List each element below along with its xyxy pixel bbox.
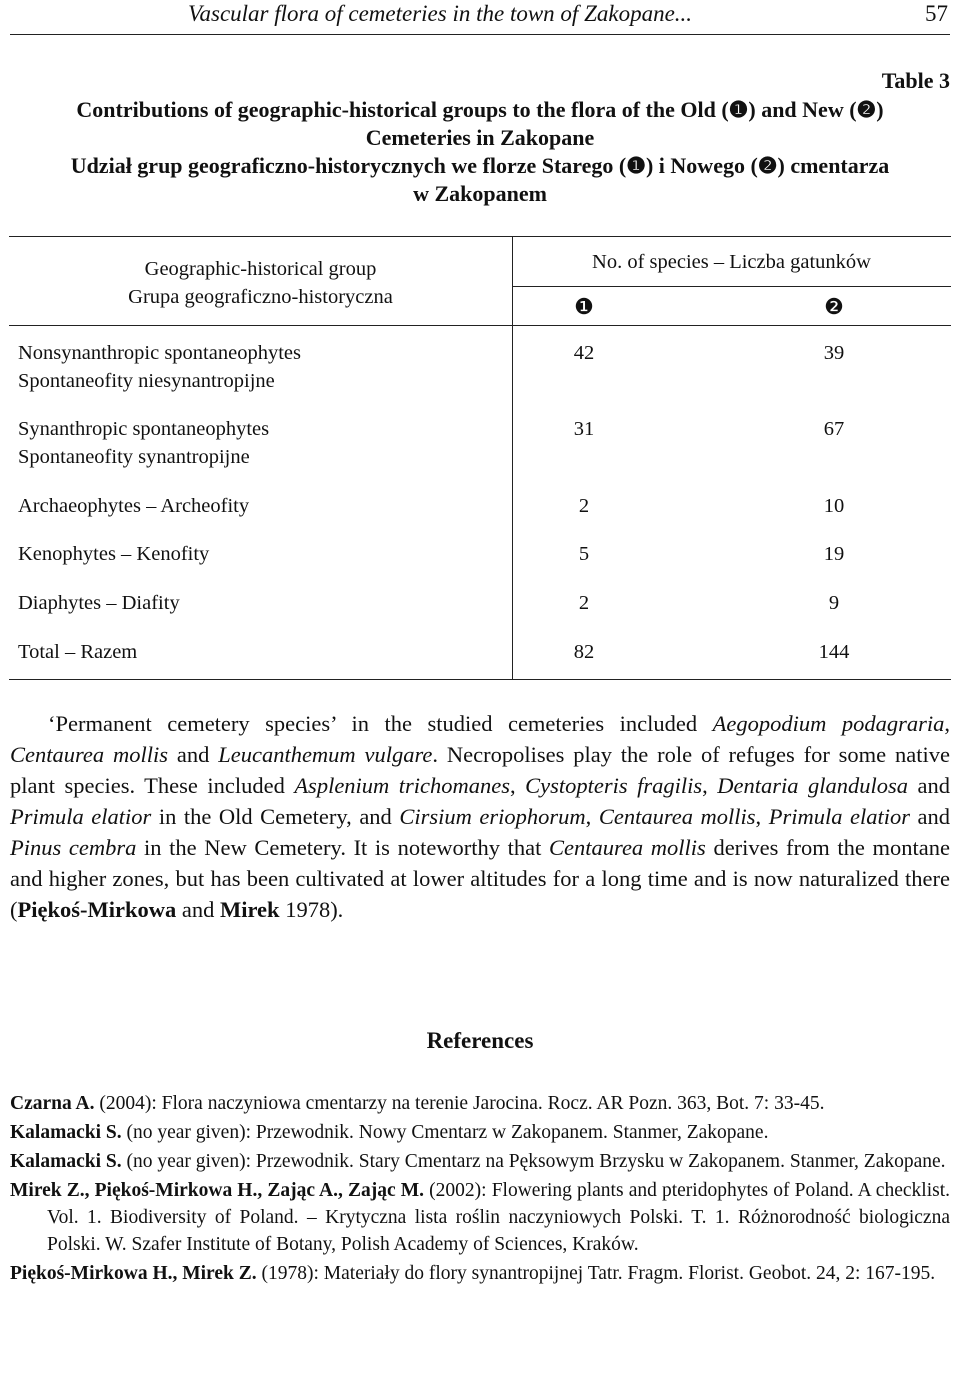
new-count-cell: 19 bbox=[823, 543, 845, 565]
text-run: , bbox=[510, 773, 526, 798]
reference-item bbox=[10, 1177, 950, 1258]
body-paragraph bbox=[10, 708, 950, 925]
species-name: Asplenium trichomanes bbox=[294, 773, 511, 798]
text-run: . Necropolises play the role of refuges for some native plant species. These included bbox=[10, 742, 950, 798]
species-name: Pinus cembra bbox=[10, 835, 137, 860]
old-count-cell: 42 bbox=[573, 342, 595, 364]
old-count-cell: 2 bbox=[578, 592, 590, 614]
text-run: and bbox=[908, 773, 950, 798]
old-count-cell: 82 bbox=[573, 641, 595, 663]
row-label-pl: Spontaneofity niesynantropijne bbox=[18, 370, 275, 392]
text-run: and bbox=[176, 897, 220, 922]
reference-text: (no year given): Przewodnik. Nowy Cmentarz w Zakopanem. Stanmer, Zakopane. bbox=[121, 1122, 769, 1143]
references-list bbox=[10, 1090, 950, 1289]
new-count-cell: 9 bbox=[828, 592, 840, 614]
new-cemetery-column-header: ❷ bbox=[824, 294, 844, 319]
species-name: Primula elatior bbox=[768, 804, 910, 829]
reference-text: (1978): Materiały do flory synantropijnej Tatr. Fragm. Florist. Geobot. 24, 2: 167-195. bbox=[256, 1263, 936, 1284]
species-table bbox=[9, 236, 951, 680]
running-header bbox=[10, 0, 950, 35]
reference-item bbox=[10, 1260, 950, 1287]
reference-author: Mirek Z., Piękoś-Mirkowa H., Zając A., Zając M. bbox=[10, 1180, 425, 1201]
text-run: in the Old Cemetery, and bbox=[151, 804, 400, 829]
species-name: Cirsium eriophorum bbox=[399, 804, 586, 829]
text-run: , bbox=[585, 804, 599, 829]
citation-author: Piękoś-Mirkowa bbox=[17, 897, 177, 922]
page-number: 57 bbox=[925, 1, 948, 26]
reference-author: Kalamacki S. bbox=[10, 1122, 122, 1143]
text-run: in the New Cemetery. It is noteworthy that bbox=[136, 835, 550, 860]
table-row-label: Kenophytes – Kenofity bbox=[18, 543, 210, 565]
caption-pl-line-1: Udział grup geograficzno-historycznych we florze Starego (❶) i Nowego (❷) cmentarza bbox=[70, 153, 890, 178]
citation-author: Mirek bbox=[219, 897, 280, 922]
species-name: Centaurea mollis bbox=[598, 804, 756, 829]
table-caption bbox=[20, 96, 940, 208]
caption-en-line-1: Contributions of geographic-historical groups to the flora of the Old (❶) and New (❷) bbox=[76, 97, 884, 122]
text-run: , bbox=[702, 773, 718, 798]
reference-text: (2002): Flowering plants and pteridophytes of Poland. A checklist. Vol. 1. Biodiversity of Poland. – Krytyczna lista roślin naczyniowych Polski. T. 1. Różnorodność biologiczna Polski. W. Szafer Institute of Botany, Polish Academy of Sciences, Kraków. bbox=[47, 1180, 950, 1255]
reference-text: (no year given): Przewodnik. Stary Cmentarz na Pęksowym Brzysku w Zakopanem. Stanmer, Zakopane. bbox=[121, 1151, 946, 1172]
text-run: and bbox=[168, 742, 219, 767]
table-row-label bbox=[18, 339, 301, 395]
caption-pl-line-2: w Zakopanem bbox=[413, 181, 547, 206]
row-label-pl: Spontaneofity synantropijne bbox=[18, 446, 250, 468]
table-row-label bbox=[18, 415, 269, 471]
species-name: Primula elatior bbox=[10, 804, 152, 829]
old-count-cell: 2 bbox=[578, 495, 590, 517]
species-column-header: No. of species – Liczba gatunków bbox=[592, 251, 871, 273]
reference-author: Kalamacki S. bbox=[10, 1151, 122, 1172]
species-name: Leucanthemum vulgare bbox=[218, 742, 433, 767]
group-header-pl: Grupa geograficzno-historyczna bbox=[128, 286, 393, 308]
table-label: Table 3 bbox=[881, 68, 950, 93]
species-name: Dentaria glandulosa bbox=[717, 773, 909, 798]
group-column-header bbox=[9, 255, 512, 311]
text-run: ‘Permanent cemetery species’ in the studied cemeteries included bbox=[48, 711, 713, 736]
old-count-cell: 31 bbox=[573, 418, 595, 440]
reference-item bbox=[10, 1090, 950, 1117]
new-count-cell: 39 bbox=[823, 342, 845, 364]
text-run: , bbox=[755, 804, 769, 829]
subheader-rule bbox=[512, 286, 951, 287]
text-run: 1978). bbox=[279, 897, 344, 922]
species-name: Centaurea mollis bbox=[10, 742, 169, 767]
header-rule bbox=[9, 325, 951, 326]
reference-author: Piękoś-Mirkowa H., Mirek Z. bbox=[10, 1263, 257, 1284]
new-count-cell: 67 bbox=[823, 418, 845, 440]
new-count-cell: 10 bbox=[823, 495, 845, 517]
text-run: and bbox=[909, 804, 951, 829]
caption-en-line-2: Cemeteries in Zakopane bbox=[365, 125, 595, 150]
running-title: Vascular flora of cemeteries in the town of Zakopane... bbox=[188, 1, 693, 26]
row-label-en: Synanthropic spontaneophytes bbox=[18, 418, 270, 440]
reference-item bbox=[10, 1119, 950, 1146]
species-name: Cystopteris fragilis bbox=[525, 773, 703, 798]
group-header-en: Geographic-historical group bbox=[144, 258, 377, 280]
species-name: Aegopodium podagraria bbox=[712, 711, 945, 736]
species-name: Centaurea mollis bbox=[549, 835, 706, 860]
old-count-cell: 5 bbox=[578, 543, 590, 565]
reference-item bbox=[10, 1148, 950, 1175]
table-row-label: Archaeophytes – Archeofity bbox=[18, 495, 250, 517]
table-row-label: Total – Razem bbox=[18, 641, 138, 663]
old-cemetery-column-header: ❶ bbox=[574, 294, 594, 319]
row-label-en: Nonsynanthropic spontaneophytes bbox=[18, 342, 301, 364]
table-row-label: Diaphytes – Diafity bbox=[18, 592, 180, 614]
column-divider bbox=[512, 237, 513, 679]
references-heading: References bbox=[426, 1028, 534, 1053]
text-run: derives from the montane and higher zones, but has been cultivated at lower altitudes for a long time and is now naturalized there ( bbox=[10, 835, 950, 922]
new-count-cell: 144 bbox=[818, 641, 850, 663]
reference-author: Czarna A. bbox=[10, 1093, 95, 1114]
reference-text: (2004): Flora naczyniowa cmentarzy na terenie Jarocina. Rocz. AR Pozn. 363, Bot. 7: 33-45. bbox=[94, 1093, 825, 1114]
text-run: , bbox=[944, 711, 950, 736]
